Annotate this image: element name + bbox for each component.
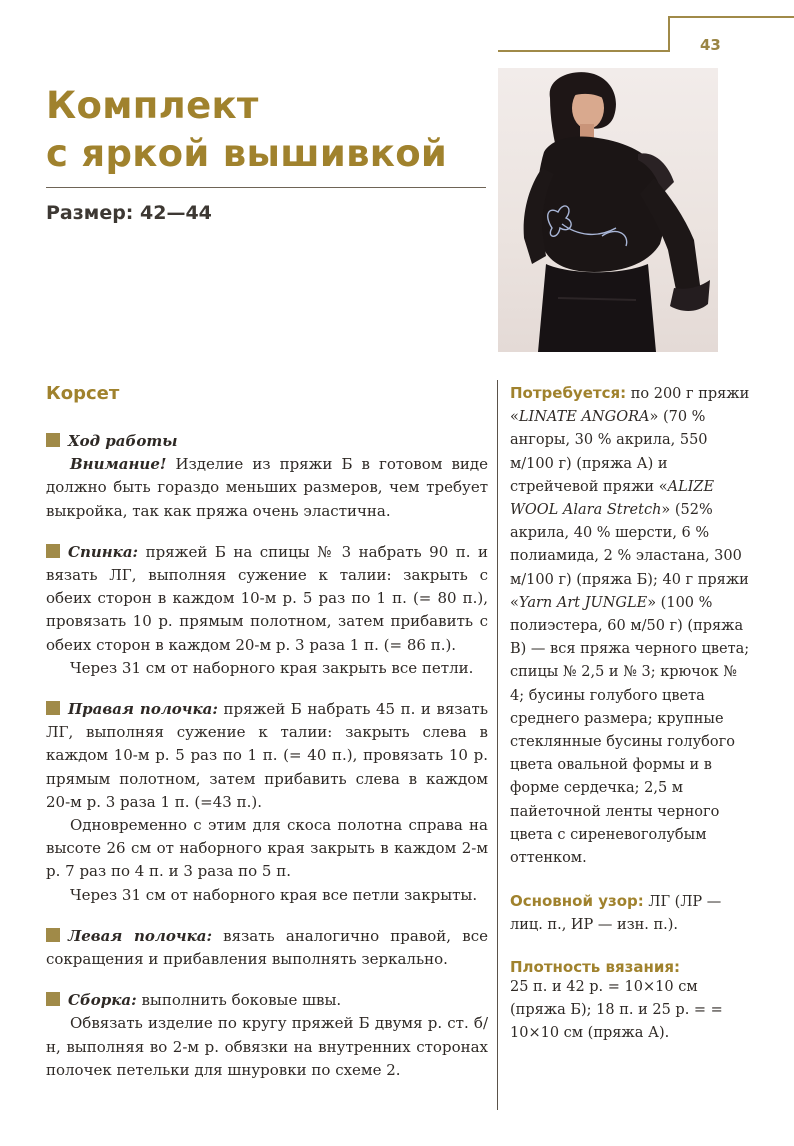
bullet-square-icon [46, 433, 60, 447]
yarn-name-1: LINATE ANGORA [518, 409, 650, 426]
back-paragraph [46, 541, 488, 657]
size-label: Размер: 42—44 [46, 202, 212, 224]
bullet-square-icon [46, 992, 60, 1006]
bullet-square-icon [46, 928, 60, 942]
right-front-text: пряжей Б набрать 45 п. и вязать ЛГ, выполняя сужение к талии: закрыть слева в каждом 10-м р. 5 раз по 1 п. (= 40 п.), провязать 10 р. прямым полотном, затем прибавить слева в каждом 20-м р. 3 раза 1 п. (=43 п.). [46, 700, 488, 811]
model-photo [498, 68, 718, 352]
page-number: 43 [700, 36, 721, 54]
left-front-paragraph [46, 925, 488, 971]
materials-text-2: » (70 % ангоры, 30 % акрила, 550 м/100 г) (пряжа А) и стрейчевой пряжи « [510, 409, 708, 495]
title-line-2: с яркой вышивкой [46, 132, 448, 175]
section-heading: Корсет [46, 383, 120, 404]
back-text: пряжей Б на спицы № 3 набрать 90 п. и вязать ЛГ, выполняя сужение к талии: закрыть с обеих сторон в каждом 10-м р. 5 раз по 1 п. (= 80 п.), провязать 10 р. прямым полотном, затем прибавить с обеих сторон в каждом 20-м р. 3 раза 1 п. (= 86 п.). [46, 542, 488, 654]
right-front-paragraph [46, 698, 488, 814]
materials-text-3: » (52% акрила, 40 % шерсти, 6 % полиамида, 2 % эластана, 300 м/100 г) (пряжа Б); 40 г пряжи « [510, 502, 749, 611]
assembly-paragraph-2: Обвязать изделие по кругу пряжей Б двумя р. ст. б/н, выполняя во 2-м р. обвязки на внутренних сторонах полочек петельки для шнуровки по схеме 2. [46, 1014, 488, 1079]
model-illustration [498, 68, 718, 352]
gauge-block [510, 958, 750, 1046]
work-heading [46, 430, 488, 453]
bullet-square-icon [46, 544, 60, 558]
materials-block [510, 382, 750, 870]
gauge-label: Плотность вязания: [510, 957, 680, 976]
right-front-label: Правая полочка: [68, 700, 218, 719]
bullet-square-icon [46, 701, 60, 715]
assembly-label: Сборка: [68, 991, 137, 1010]
header-rule-top [668, 16, 794, 18]
pattern-block [510, 890, 750, 937]
instructions-column [46, 380, 488, 1082]
materials-label: Потребуется: [510, 384, 627, 402]
back-paragraph-2: Через 31 см от наборного края закрыть все петли. [70, 658, 474, 677]
pattern-text: ЛГ (ЛР — лиц. п., ИР — изн. п.). [510, 894, 722, 934]
header-rule [498, 50, 670, 52]
left-front-label: Левая полочка: [68, 926, 212, 945]
right-front-paragraph-2: Одновременно с этим для скоса полотна справа на высоте 26 см от наборного края закрыть в каждом 2-м р. 7 раз по 4 п. и 3 раза по 5 п. [46, 816, 488, 881]
assembly-paragraph [46, 989, 488, 1012]
work-label: Ход работы [68, 432, 178, 450]
title-line-1: Комплект [46, 84, 259, 127]
materials-text-1: по 200 г пряжи « [510, 386, 750, 426]
gauge-text: 25 п. и 42 р. = 10×10 см (пряжа Б); 18 п. и 25 р. = = 10×10 см (пряжа А). [510, 978, 723, 1042]
materials-text-4: » (100 % полиэстера, 60 м/50 г) (пряжа В) — вся пряжа черного цвета; спицы № 2,5 и № 3; крючок № 4; бусины голубого цвета среднего размера; крупные стеклянные бусины голубого цвета овальной формы и в форме сердечка; 2,5 м пайеточной ленты черного цвета с сиреневоголубым оттенком. [510, 594, 750, 867]
page-title [46, 82, 447, 178]
back-label: Спинка: [68, 542, 139, 561]
yarn-name-2: ALIZE WOOL Alara Stretch [510, 478, 715, 519]
note-text: Изделие из пряжи Б в готовом виде должно быть гораздо меньших размеров, чем требует выкройка, так как пряжа очень эластична. [46, 455, 488, 520]
header-rule-vertical [668, 16, 670, 52]
pattern-label: Основной узор: [510, 892, 644, 911]
right-front-paragraph-3: Через 31 см от наборного края все петли закрыты. [70, 885, 478, 904]
column-divider [497, 380, 498, 1110]
yarn-name-3: Yarn Art JUNGLE [518, 594, 648, 611]
assembly-text: выполнить боковые швы. [136, 991, 342, 1010]
left-front-text: вязать аналогично правой, все сокращения и прибавления выполнять зеркально. [46, 926, 488, 969]
note-label: Внимание! [70, 455, 167, 474]
materials-column [510, 382, 750, 1045]
work-note [46, 453, 488, 523]
title-divider [46, 187, 486, 188]
